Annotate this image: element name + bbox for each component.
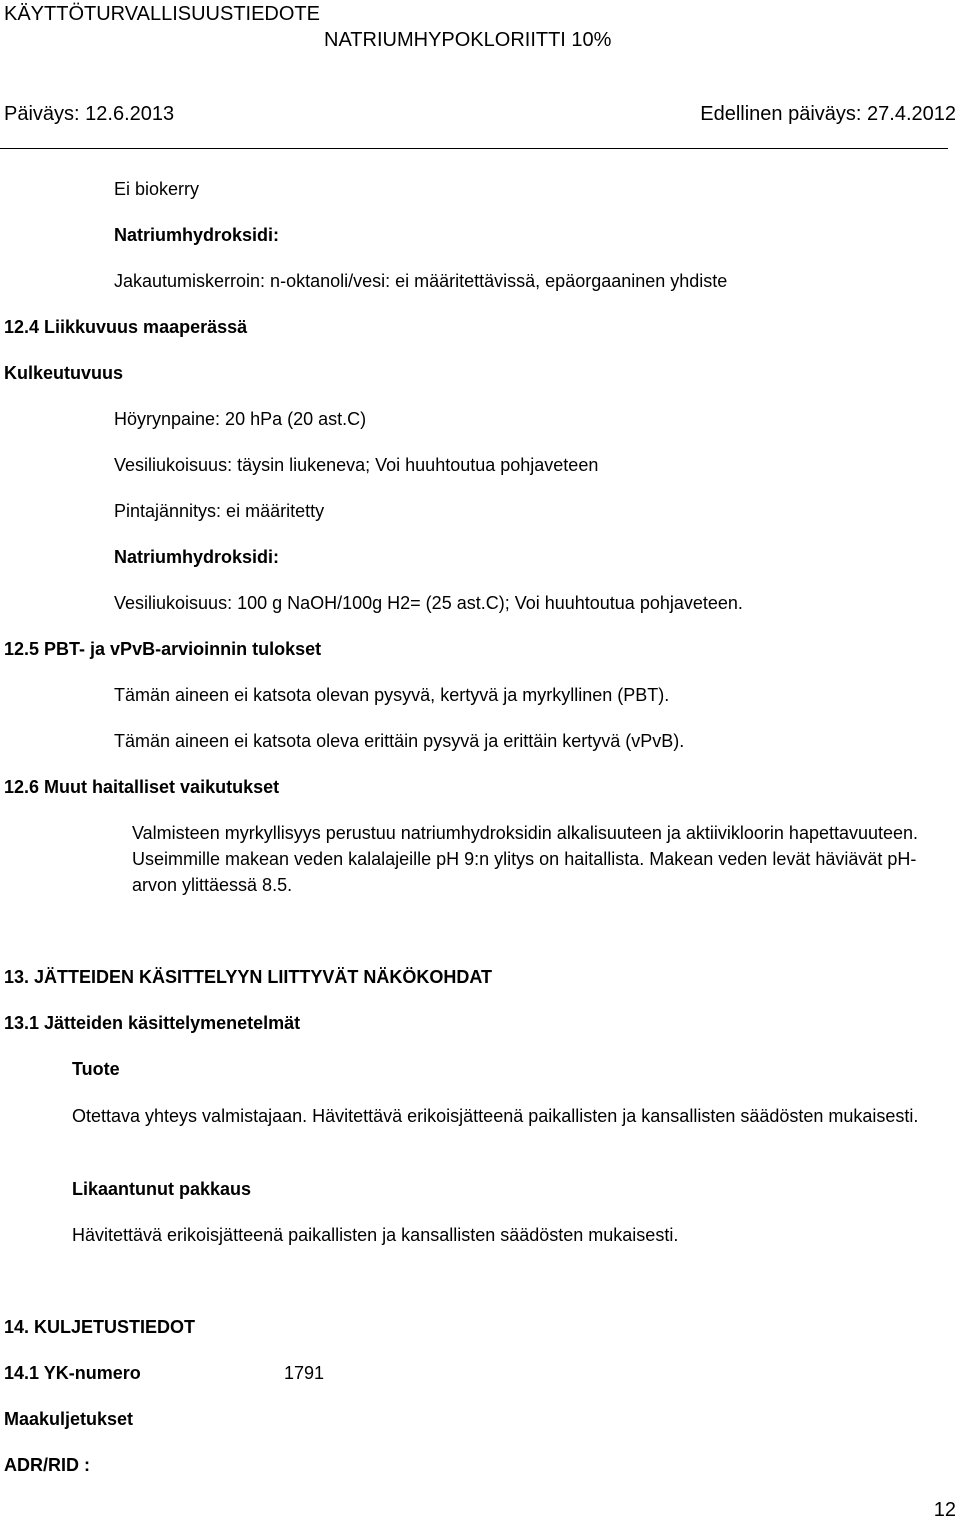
section-13-1-title: 13.1 Jätteiden käsittelymenetelmät	[4, 1013, 301, 1033]
bioaccumulation-text: Ei biokerry	[114, 179, 200, 199]
naoh-solubility: Vesiliukoisuus: 100 g NaOH/100g H2= (25 ast.C); Voi huuhtoutua pohjaveteen.	[114, 593, 743, 613]
document-type: KÄYTTÖTURVALLISUUSTIEDOTE	[4, 3, 320, 25]
previous-date: Edellinen päiväys: 27.4.2012	[700, 103, 956, 125]
mobility-label: Kulkeutuvuus	[4, 363, 124, 383]
section-14-1-title: 14.1 YK-numero	[4, 1363, 141, 1383]
page-number: 12	[933, 1499, 956, 1521]
pbt-statement: Tämän aineen ei katsota olevan pysyvä, kertyvä ja myrkyllinen (PBT).	[114, 685, 670, 705]
adr-rid-label: ADR/RID :	[4, 1455, 90, 1475]
packaging-label: Likaantunut pakkaus	[72, 1179, 252, 1199]
section-14-title: 14. KULJETUSTIEDOT	[4, 1317, 196, 1337]
header-rule	[0, 148, 948, 149]
issue-date: Päiväys: 12.6.2013	[4, 103, 175, 125]
vapour-pressure: Höyrynpaine: 20 hPa (20 ast.C)	[114, 409, 367, 429]
section-13-title: 13. JÄTTEIDEN KÄSITTELYYN LIITTYVÄT NÄKÖKOHDAT	[4, 967, 493, 987]
section-12-4-title: 12.4 Liikkuvuus maaperässä	[4, 317, 248, 337]
product-label: Tuote	[72, 1059, 120, 1079]
other-effects-text: Valmisteen myrkyllisyys perustuu natriumhydroksidin alkalisuuteen ja aktiivikloorin hapettavuuteen. Useimmille makean veden kalalajeille pH 9:n ylitys on haitallista. Makean veden levät häviävät pH-arvon ylittäessä 8.5.	[132, 823, 919, 895]
surface-tension: Pintajännitys: ei määritetty	[114, 501, 325, 521]
land-transport-label: Maakuljetukset	[4, 1409, 134, 1429]
section-12-6-title: 12.6 Muut haitalliset vaikutukset	[4, 777, 280, 797]
water-solubility: Vesiliukoisuus: täysin liukeneva; Voi huuhtoutua pohjaveteen	[114, 455, 599, 475]
product-disposal-text: Otettava yhteys valmistajaan. Hävitettävä erikoisjätteenä paikallisten ja kansallisten säädösten mukaisesti.	[72, 1106, 919, 1126]
section-12-5-title: 12.5 PBT- ja vPvB-arvioinnin tulokset	[4, 639, 322, 659]
vpvb-statement: Tämän aineen ei katsota oleva erittäin pysyvä ja erittäin kertyvä (vPvB).	[114, 731, 685, 751]
product-name: NATRIUMHYPOKLORIITTI 10%	[324, 29, 612, 51]
naoh-heading-2: Natriumhydroksidi:	[114, 547, 280, 567]
packaging-disposal-text: Hävitettävä erikoisjätteenä paikallisten ja kansallisten säädösten mukaisesti.	[72, 1225, 679, 1245]
naoh-heading-1: Natriumhydroksidi:	[114, 225, 280, 245]
partition-coefficient: Jakautumiskerroin: n-oktanoli/vesi: ei määritettävissä, epäorgaaninen yhdiste	[114, 271, 728, 291]
un-number: 1791	[284, 1363, 325, 1383]
